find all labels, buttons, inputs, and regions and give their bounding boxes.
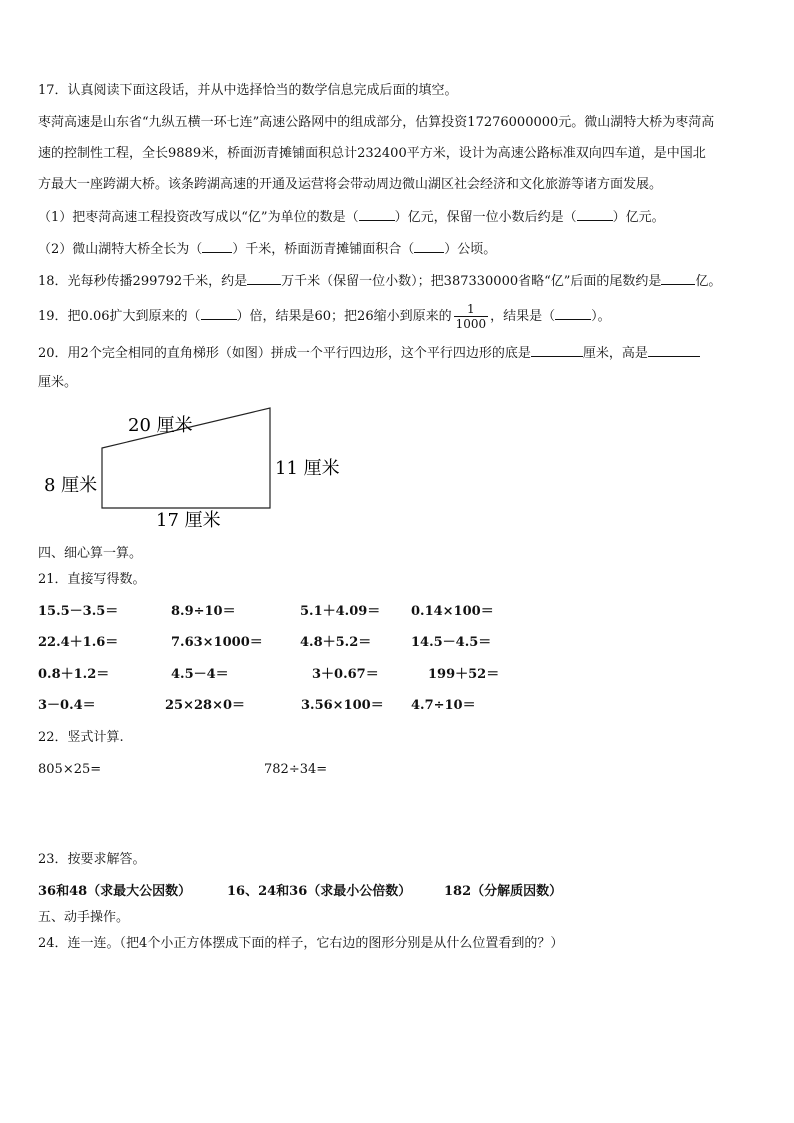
section-5-heading: 五、动手操作。: [38, 910, 130, 925]
q21-item: 199＋52＝: [428, 667, 500, 682]
q17-paragraph-line-2: 速的控制性工程，全长9889米，桥面沥青摊铺面积总计232400平方米，设计为高速公路标准双向四车道，是中国北: [38, 146, 706, 161]
q23-item: 16、24和36（求最小公倍数）: [227, 884, 412, 899]
q17-s2-blank-2[interactable]: [414, 240, 444, 253]
q19-blank-1[interactable]: [201, 307, 237, 320]
q18: [38, 272, 721, 290]
q19-text-d: ）。: [591, 309, 611, 324]
q19-text-c: ，结果是（: [490, 309, 556, 324]
q24-title: 24．连一连。（把4个小正方体摆成下面的样子，它右边的图形分别是从什么位置看到的？）: [38, 936, 564, 951]
q19-fraction-denominator: 1000: [455, 317, 487, 331]
q17-paragraph-line-3: 方最大一座跨湖大桥。该条跨湖高速的开通及运营将会带动周边微山湖区社会经济和文化旅游等诸方面发展。: [38, 177, 663, 192]
q21-item: 3－0.4＝: [38, 698, 96, 713]
q21-item: 5.1＋4.09＝: [300, 604, 381, 619]
q17-s1-blank-1[interactable]: [359, 208, 395, 221]
q20-blank-2[interactable]: [648, 344, 700, 357]
q21-item: 4.8＋5.2＝: [300, 635, 372, 650]
q20-line-2: 厘米。: [38, 375, 78, 390]
q17-s1-blank-2[interactable]: [577, 208, 613, 221]
q17-s2-text-c: ）公顷。: [444, 242, 497, 257]
q19-text-a: 19．把0.06扩大到原来的（: [38, 309, 201, 324]
q17-title: 17．认真阅读下面这段话，并从中选择恰当的数学信息完成后面的填空。: [38, 83, 458, 98]
q17-s1-text-b: ）亿元，保留一位小数后约是（: [394, 210, 577, 225]
q19-text-b: ）倍，结果是60；把26缩小到原来的: [236, 309, 452, 324]
q21-item: 25×28×0＝: [165, 698, 246, 713]
q19-fraction-numerator: 1: [467, 302, 475, 316]
q18-text-b: 万千米（保留一位小数）；把387330000省略“亿”后面的尾数约是: [281, 274, 662, 289]
q21-item: 0.14×100＝: [411, 604, 494, 619]
q20-line-1: [38, 344, 700, 362]
trapezoid-bottom-label: 17 厘米: [156, 510, 221, 531]
q19-blank-2[interactable]: [555, 307, 591, 320]
q17-s1-text-a: （1）把枣菏高速工程投资改写成以“亿”为单位的数是（: [38, 210, 359, 225]
q21-title: 21．直接写得数。: [38, 572, 146, 587]
q17-s2-text-a: （2）微山湖特大桥全长为（: [38, 242, 203, 257]
q23-item: 182（分解质因数）: [444, 884, 563, 899]
q18-blank-1[interactable]: [247, 272, 281, 285]
q18-blank-2[interactable]: [661, 272, 695, 285]
q21-item: 4.7÷10＝: [411, 698, 476, 713]
q17-s2-text-b: ）千米，桥面沥青摊铺面积合（: [232, 242, 415, 257]
q21-item: 7.63×1000＝: [171, 635, 263, 650]
q17-subquestion-2: [38, 240, 496, 258]
q23-title: 23．按要求解答。: [38, 852, 146, 867]
q20-text-b: 厘米，高是: [582, 346, 648, 361]
q21-item: 4.5－4＝: [171, 667, 229, 682]
q19: [38, 302, 611, 332]
q17-s1-text-c: ）亿元。: [612, 210, 665, 225]
q17-s2-blank-1[interactable]: [202, 240, 232, 253]
q21-item: 8.9÷10＝: [171, 604, 236, 619]
trapezoid-top-label: 20 厘米: [128, 415, 193, 436]
trapezoid-right-label: 11 厘米: [275, 458, 340, 479]
q18-text-c: 亿。: [695, 274, 722, 289]
q18-text-a: 18．光每秒传播299792千米，约是: [38, 274, 248, 289]
q17-paragraph-line-1: 枣菏高速是山东省“九纵五横一环七连”高速公路网中的组成部分，估算投资17276000000元。微山湖特大桥为枣菏高: [38, 115, 715, 130]
q17-subquestion-1: [38, 208, 665, 226]
q20-blank-1[interactable]: [531, 344, 583, 357]
q21-item: 15.5－3.5＝: [38, 604, 119, 619]
q21-item: 3＋0.67＝: [312, 667, 379, 682]
q22-item-divide: 782÷34=: [264, 762, 328, 777]
q22-title: 22．竖式计算.: [38, 730, 124, 745]
trapezoid-figure: [30, 400, 360, 540]
q19-fraction: [454, 302, 489, 331]
trapezoid-left-label: 8 厘米: [44, 475, 98, 496]
q21-item: 22.4＋1.6＝: [38, 635, 119, 650]
q23-item: 36和48（求最大公因数）: [38, 884, 192, 899]
q21-item: 0.8＋1.2＝: [38, 667, 110, 682]
q20-text-a: 20．用2个完全相同的直角梯形（如图）拼成一个平行四边形，这个平行四边形的底是: [38, 346, 531, 361]
section-4-heading: 四、细心算一算。: [38, 546, 143, 561]
q21-item: 3.56×100＝: [301, 698, 384, 713]
q21-item: 14.5－4.5＝: [411, 635, 492, 650]
q22-item-multiply: 805×25=: [38, 762, 102, 777]
